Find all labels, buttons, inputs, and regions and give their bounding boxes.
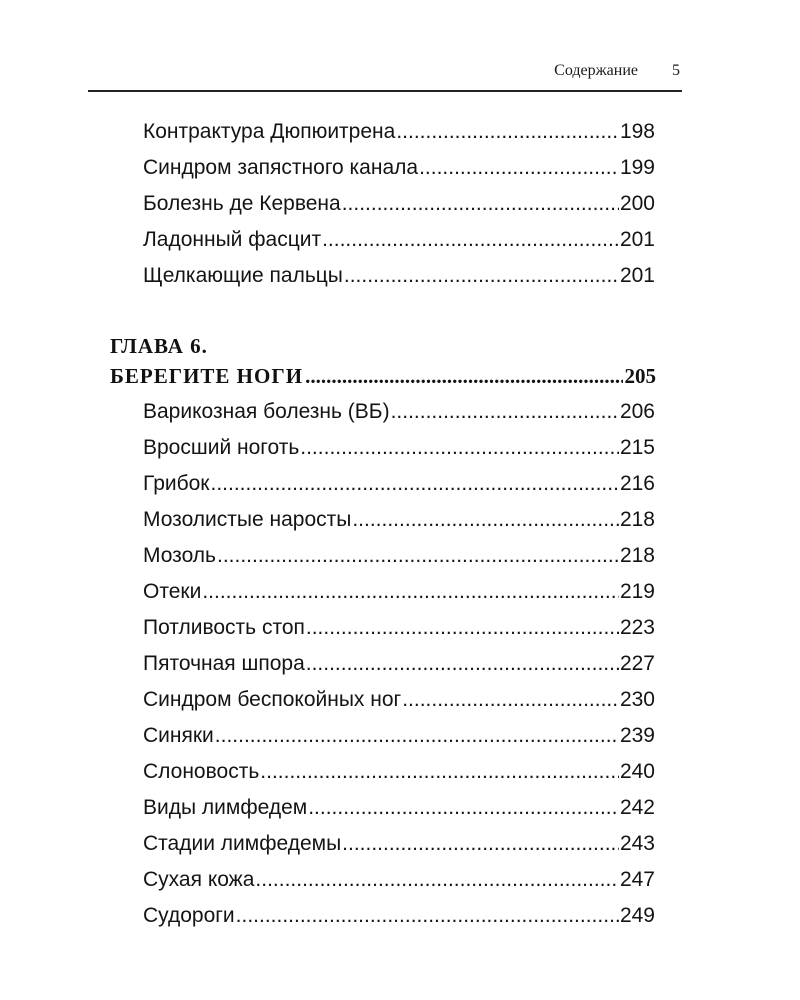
toc-entry-page: 206 [619, 400, 655, 423]
toc-entry-title: Ладонный фасцит [143, 228, 322, 251]
toc-entry [143, 826, 655, 856]
toc-entry-page: 243 [619, 832, 655, 855]
dot-leader [396, 120, 619, 144]
toc-entry-title: Контрактура Дюпюитрена [143, 120, 396, 143]
toc-entry-page: 249 [619, 904, 655, 927]
dot-leader [342, 832, 619, 856]
toc-entry-page: 223 [619, 616, 655, 639]
toc-entry-page: 230 [619, 688, 655, 711]
toc-entry [143, 114, 655, 144]
dot-leader [419, 156, 619, 180]
dot-leader [306, 652, 619, 676]
toc-entry-title: Виды лимфедем [143, 796, 308, 819]
toc-entry [143, 430, 655, 460]
dot-leader [322, 228, 619, 252]
dot-leader [391, 400, 619, 424]
toc-entry [143, 754, 655, 784]
chapter-label: ГЛАВА 6. [110, 334, 208, 358]
dot-leader [211, 472, 619, 496]
toc-entry-page: 199 [619, 156, 655, 179]
dot-leader [305, 364, 622, 388]
toc-entry-title: Отеки [143, 580, 202, 603]
toc-entry-page: 240 [619, 760, 655, 783]
dot-leader [260, 760, 619, 784]
toc-entry-page: 242 [619, 796, 655, 819]
toc-entry-title: Сухая кожа [143, 868, 255, 891]
dot-leader [342, 192, 619, 216]
toc-entry-page: 201 [619, 264, 655, 287]
dot-leader [352, 508, 619, 532]
toc-entry [143, 150, 655, 180]
toc-entry-page: 218 [619, 508, 655, 531]
toc-entry-page: 200 [619, 192, 655, 215]
toc-entry-page: 201 [619, 228, 655, 251]
toc-entry [143, 186, 655, 216]
toc-entry-title: Щелкающие пальцы [143, 264, 343, 287]
toc-entry-page: 215 [619, 436, 655, 459]
toc-entry-title: Синдром беспокойных ног [143, 688, 402, 711]
toc-entry [143, 862, 655, 892]
dot-leader [236, 904, 619, 928]
toc-entry-page: 227 [619, 652, 655, 675]
toc-entry-title: Синдром запястного канала [143, 156, 419, 179]
toc-entry [143, 258, 655, 288]
toc-entry [143, 898, 655, 928]
dot-leader [306, 616, 619, 640]
chapter-page: 205 [624, 364, 656, 388]
toc-entry [143, 682, 655, 712]
toc-entry-title: Стадии лимфедемы [143, 832, 342, 855]
dot-leader [402, 688, 619, 712]
toc-entry [143, 646, 655, 676]
toc-entry-title: Грибок [143, 472, 210, 495]
chapter-title: БЕРЕГИТЕ НОГИ [110, 364, 304, 388]
toc-entry [143, 222, 655, 252]
running-head-page-number: 5 [672, 62, 680, 79]
toc-entry [143, 466, 655, 496]
toc-entry [143, 790, 655, 820]
toc-entry [143, 502, 655, 532]
toc-entry-title: Потливость стоп [143, 616, 305, 639]
toc-entry [143, 718, 655, 748]
toc-entry [143, 574, 655, 604]
dot-leader [255, 868, 619, 892]
toc-entry-page: 218 [619, 544, 655, 567]
toc-entry [143, 538, 655, 568]
dot-leader [215, 724, 619, 748]
toc-entry [143, 610, 655, 640]
toc-entry-title: Пяточная шпора [143, 652, 305, 675]
toc-entry-title: Варикозная болезнь (ВБ) [143, 400, 390, 423]
toc-entry-page: 198 [619, 120, 655, 143]
toc-entry-title: Болезнь де Кервена [143, 192, 341, 215]
toc-entry-page: 239 [619, 724, 655, 747]
toc-entry-page: 216 [619, 472, 655, 495]
toc-entry-title: Мозолистые наросты [143, 508, 352, 531]
dot-leader [217, 544, 619, 568]
chapter-title-row [110, 358, 656, 388]
toc-entry-title: Слоновость [143, 760, 260, 783]
dot-leader [308, 796, 619, 820]
toc-entry-title: Вросший ноготь [143, 436, 300, 459]
running-head-section: Содержание [554, 62, 638, 79]
toc-entry-title: Мозоль [143, 544, 216, 567]
toc-entry-title: Синяки [143, 724, 214, 747]
dot-leader [202, 580, 619, 604]
toc-entry-title: Судороги [143, 904, 235, 927]
dot-leader [344, 264, 619, 288]
toc-entry [143, 394, 655, 424]
toc-entry-page: 247 [619, 868, 655, 891]
dot-leader [300, 436, 619, 460]
toc-entry-page: 219 [619, 580, 655, 603]
